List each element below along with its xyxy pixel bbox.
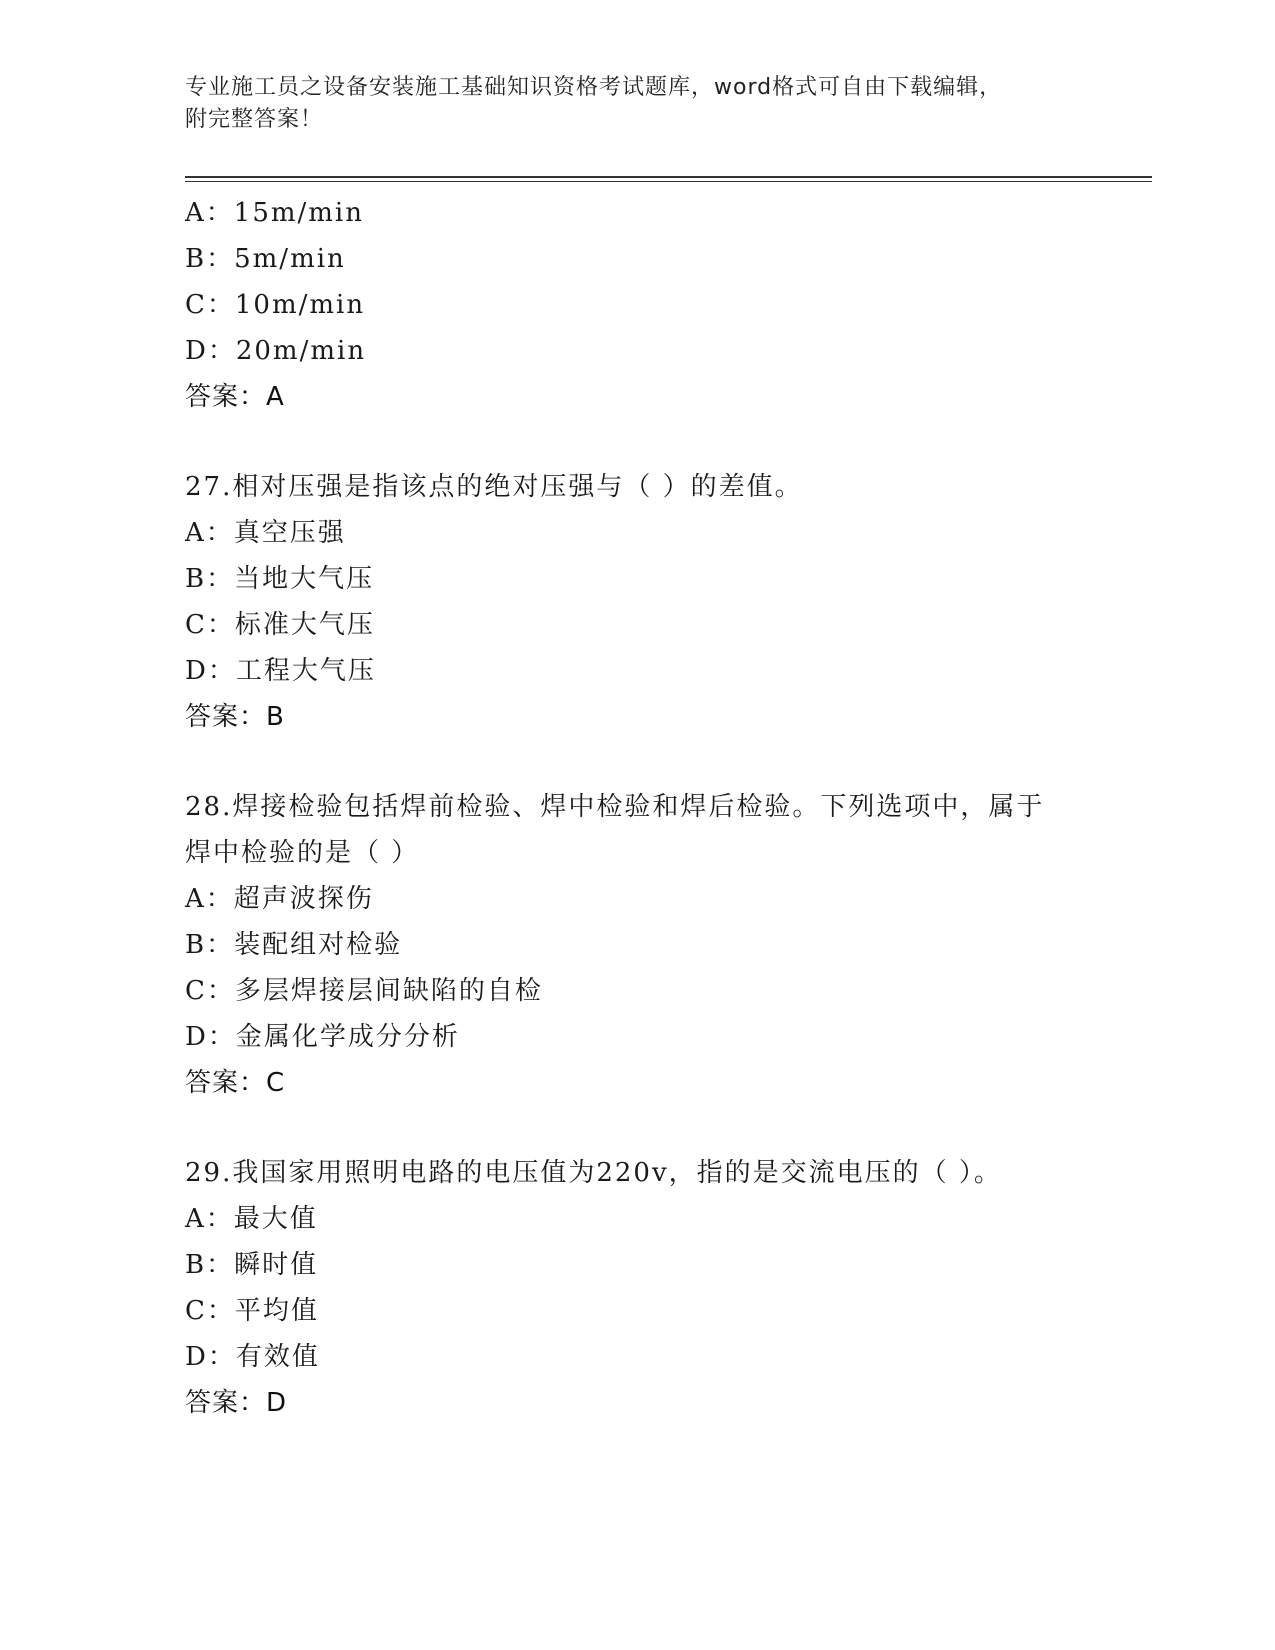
header-line-1: 专业施工员之设备安装施工基础知识资格考试题库，word格式可自由下载编辑， xyxy=(185,75,1003,100)
question-text: 27.相对压强是指该点的绝对压强与（ ）的差值。 xyxy=(185,472,803,502)
spacer xyxy=(185,740,1125,784)
answer: 答案：B xyxy=(185,702,285,732)
option-c: C：多层焊接层间缺陷的自检 xyxy=(185,976,543,1006)
header-divider-thick xyxy=(185,176,1152,178)
question-29 xyxy=(185,1150,1125,1426)
answer: 答案：A xyxy=(185,382,285,412)
spacer xyxy=(185,1106,1125,1150)
option-c: C：平均值 xyxy=(185,1296,319,1326)
question-list xyxy=(185,190,1125,1426)
option-a: A：最大值 xyxy=(185,1204,318,1234)
header-divider-thin xyxy=(185,181,1152,182)
option-d: D：工程大气压 xyxy=(185,656,376,686)
option-c: C：标准大气压 xyxy=(185,610,375,640)
option-d: D：20m/min xyxy=(185,336,367,366)
spacer xyxy=(185,420,1125,464)
option-b: B：装配组对检验 xyxy=(185,930,403,960)
question-text: 29.我国家用照明电路的电压值为220v，指的是交流电压的（ ）。 xyxy=(185,1158,1002,1188)
header-line-2: 附完整答案！ xyxy=(185,107,324,132)
option-d: D：有效值 xyxy=(185,1342,320,1372)
option-b: B：当地大气压 xyxy=(185,564,375,594)
answer: 答案：C xyxy=(185,1068,286,1098)
document-header xyxy=(185,72,1065,136)
option-a: A：真空压强 xyxy=(185,518,346,548)
option-a: A：超声波探伤 xyxy=(185,884,374,914)
question-text-line-2: 焊中检验的是（ ） xyxy=(185,838,420,868)
option-d: D：金属化学成分分析 xyxy=(185,1022,460,1052)
question-27 xyxy=(185,464,1125,740)
question-text-line-1: 28.焊接检验包括焊前检验、焊中检验和焊后检验。下列选项中，属于 xyxy=(185,792,1045,822)
answer: 答案：D xyxy=(185,1388,288,1418)
option-a: A：15m/min xyxy=(185,198,364,228)
question-28 xyxy=(185,784,1125,1106)
option-b: B：5m/min xyxy=(185,244,346,274)
question-26 xyxy=(185,190,1125,420)
option-b: B：瞬时值 xyxy=(185,1250,319,1280)
option-c: C：10m/min xyxy=(185,290,366,320)
